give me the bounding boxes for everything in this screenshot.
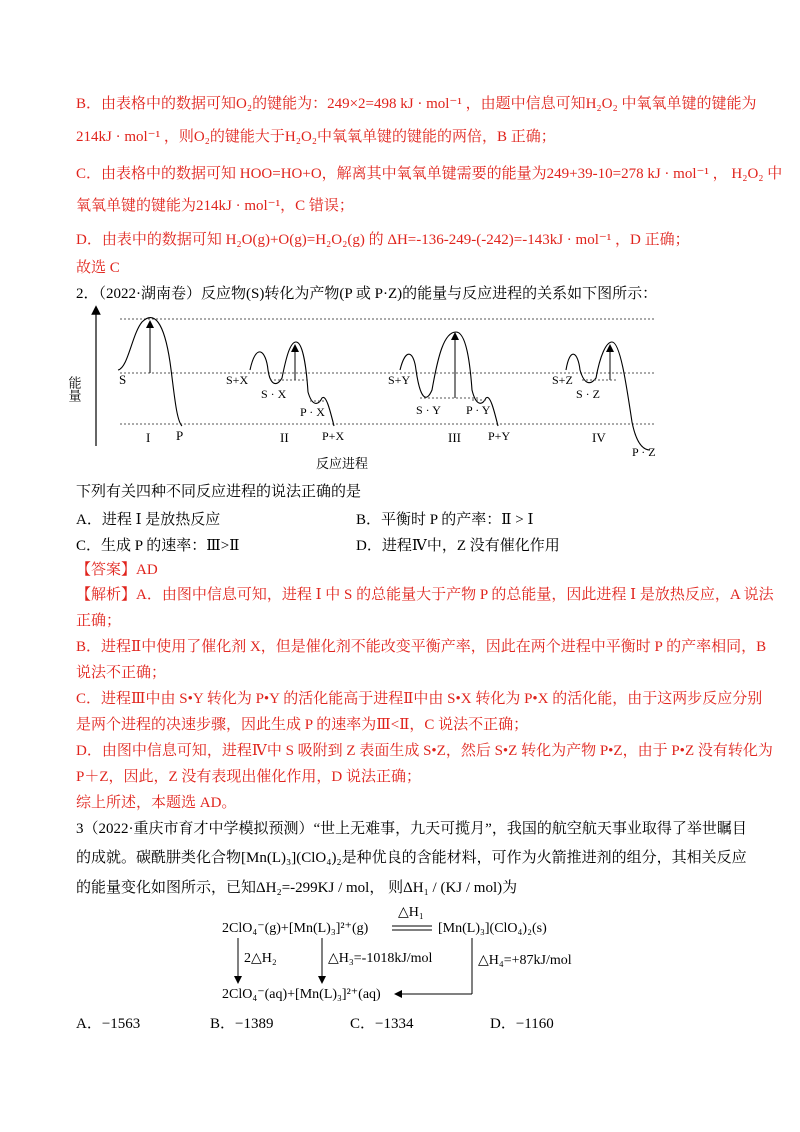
cycle-dh1: △H₁: [398, 905, 424, 920]
route-label-IV: IV: [592, 430, 606, 445]
q2-analysis-b2: 说法不正确；: [76, 665, 167, 681]
q2-question: 下列有关四种不同反应进程的说法正确的是: [76, 484, 362, 500]
q2-analysis-a1: 【解析】A．由图中信息可知，进程 Ⅰ 中 S 的总能量大于产物 P 的总能量，因此进程 Ⅰ 是放热反应，A 说法: [76, 587, 774, 603]
q3-option-a[interactable]: A．−1563: [76, 1016, 141, 1032]
label-P: P: [176, 428, 184, 443]
x-axis-label: 反应进程: [316, 456, 369, 471]
explanation-c-line2: 氧氧单键的键能为214kJ · mol⁻¹，C 错误；: [76, 198, 354, 214]
q2-analysis-d1: D．由图中信息可知，进程Ⅳ中 S 吸附到 Z 表面生成 S•Z，然后 S•Z 转化为产物 P•Z，由于 P•Z 没有转化为: [76, 743, 773, 759]
q2-option-d[interactable]: D．进程Ⅳ中，Z 没有催化作用: [356, 538, 560, 554]
label-P-Y: P · Y: [466, 403, 491, 417]
q2-answer: 【答案】AD: [76, 562, 158, 578]
thermo-cycle-diagram: [200, 902, 620, 1006]
q2-analysis-a2: 正确；: [76, 613, 122, 629]
q3-option-b[interactable]: B．−1389: [210, 1016, 274, 1032]
q2-analysis-d2: P＋Z，因此，Z 没有表现出催化作用，D 说法正确；: [76, 769, 422, 785]
cycle-bottom: 2ClO₄⁻(aq)+[Mn(L)₃]²⁺(aq): [222, 987, 381, 1002]
label-P-X: P · X: [300, 405, 325, 419]
label-P-plus-Y: P+Y: [488, 429, 511, 443]
label-S: S: [119, 372, 127, 387]
cycle-dh4: △H₄=+87kJ/mol: [478, 953, 572, 968]
q3-line2: 的成就。碳酰肼类化合物[Mn(L)₃](ClO₄)₂是种优良的含能材料，可作为火箭推进剂的组分，其相关反应: [76, 850, 747, 866]
q3-line1: 3（2022·重庆市育才中学模拟预测）“世上无难事，九天可揽月”，我国的航空航天事业取得了举世瞩目: [76, 821, 747, 837]
explanation-b-line2: 214kJ · mol⁻¹ ，则O₂的键能大于H₂O₂中氧氧单键的键能的两倍，B 正确；: [76, 129, 556, 145]
energy-axis-label: 能量: [66, 376, 82, 402]
q2-analysis-b1: B．进程Ⅱ中使用了催化剂 X，但是催化剂不能改变平衡产率，因此在两个进程中平衡时 P 的产率相同，B: [76, 639, 767, 655]
explanation-c-line1: C．由表格中的数据可知 HOO=HO+O，解离其中氧氧单键需要的能量为249+39-10=278 kJ · mol⁻¹ ， H₂O₂ 中: [76, 166, 783, 182]
cycle-top-left: 2ClO₄⁻(g)+[Mn(L)₃]²⁺(g): [222, 921, 369, 936]
energy-diagram: [66, 302, 690, 480]
label-S-Z: S · Z: [576, 387, 600, 401]
label-S-X: S · X: [261, 387, 287, 401]
q2-stem: 2．（2022·湖南卷）反应物(S)转化为产物(P 或 P·Z)的能量与反应进程的关系如下图所示：: [76, 286, 658, 302]
label-S-plus-Y: S+Y: [388, 373, 411, 387]
route-label-II: II: [280, 430, 289, 445]
q3-option-d[interactable]: D．−1160: [490, 1016, 554, 1032]
label-S-plus-X: S+X: [226, 373, 249, 387]
q2-analysis-summary: 综上所述，本题选 AD。: [76, 795, 237, 811]
label-S-plus-Z: S+Z: [552, 373, 573, 387]
q2-option-c[interactable]: C．生成 P 的速率：Ⅲ>Ⅱ: [76, 538, 240, 554]
label-P-plus-X: P+X: [322, 429, 345, 443]
q2-analysis-c1: C．进程Ⅲ中由 S•Y 转化为 P•Y 的活化能高于进程Ⅱ中由 S•X 转化为 P•X 的活化能，由于这两步反应分别: [76, 691, 763, 707]
cycle-top-right: [Mn(L)₃](ClO₄)₂(s): [438, 921, 547, 936]
cycle-dh3: △H₃=-1018kJ/mol: [328, 951, 433, 966]
explanation-b-line1: B．由表格中的数据可知O₂的键能为：249×2=498 kJ · mol⁻¹ ，由题中信息可知H₂O₂ 中氧氧单键的键能为: [76, 96, 757, 112]
q3-line3: 的能量变化如图所示，已知ΔH₂=-299KJ / mol， 则ΔH₁ / (KJ / mol)为: [76, 880, 518, 896]
label-S-Y: S · Y: [416, 403, 441, 417]
explanation-conclusion: 故选 C: [76, 260, 120, 276]
q2-analysis-c2: 是两个进程的决速步骤，因此生成 P 的速率为Ⅲ<Ⅱ，C 说法不正确；: [76, 717, 529, 733]
route-label-III: III: [448, 430, 461, 445]
cycle-dh2: 2△H₂: [244, 951, 277, 966]
q3-option-c[interactable]: C．−1334: [350, 1016, 414, 1032]
route-label-I: I: [146, 430, 151, 445]
q2-option-a[interactable]: A．进程 Ⅰ 是放热反应: [76, 512, 221, 528]
explanation-d-line1: D．由表中的数据可知 H₂O(g)+O(g)=H₂O₂(g) 的 ΔH=-136-249-(-242)=-143kJ · mol⁻¹ ，D 正确；: [76, 232, 690, 248]
q2-option-b[interactable]: B．平衡时 P 的产率：Ⅱ > Ⅰ: [356, 512, 534, 528]
label-P-Z: P · Z: [632, 445, 656, 459]
